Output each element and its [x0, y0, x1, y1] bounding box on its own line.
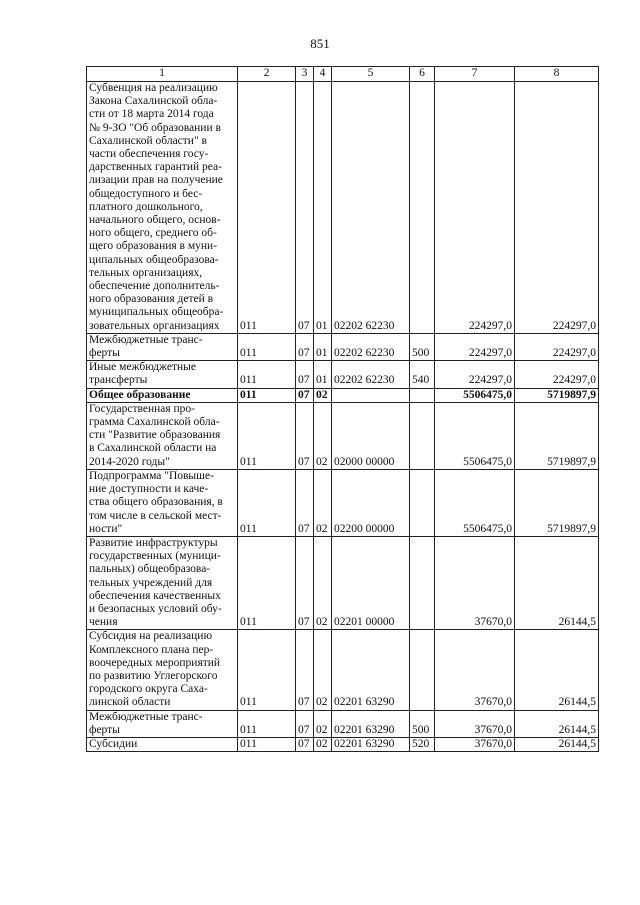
cell-admin-code: 011 [238, 82, 296, 334]
row-name: Субсидия на реализацию Комплексного плана пер- воочередных мероприятий по развитию Углегорского городского округа Саха- линской области [87, 630, 238, 710]
budget-table [86, 66, 599, 752]
cell-expense-type [410, 536, 435, 629]
row-name: Иные межбюджетные трансферты [87, 361, 238, 388]
header-cell: 3 [296, 67, 314, 82]
cell-amount-2: 26144,5 [515, 630, 599, 710]
row-name: Субвенция на реализацию Закона Сахалинской обла- сти от 18 марта 2014 года № 9-ЗО "Об образовании в Сахалинской области" в части обеспечения госу- дарственных гарантий реа- лизации прав на получение общедоступного и бес- платного дошкольного, начального общего, основ- ного общего, среднего об- щего образования в муни- ципальных общеобразова- тельных организациях, обеспечение дополнитель- ного образования детей в муниципальных общеобра- зовательных организациях [87, 82, 238, 334]
cell-section: 07 [296, 82, 314, 334]
cell-section: 07 [296, 333, 314, 360]
cell-amount-2: 5719897,9 [515, 469, 599, 536]
table-row [87, 82, 599, 334]
cell-section: 07 [296, 536, 314, 629]
cell-admin-code: 011 [238, 361, 296, 388]
cell-admin-code: 011 [238, 388, 296, 402]
header-cell: 7 [435, 67, 515, 82]
cell-section: 07 [296, 710, 314, 737]
cell-section: 07 [296, 630, 314, 710]
table-row [87, 630, 599, 710]
header-cell: 1 [87, 67, 238, 82]
table-row [87, 536, 599, 629]
cell-subsection: 02 [314, 710, 332, 737]
cell-amount-2: 224297,0 [515, 82, 599, 334]
cell-target-article [332, 388, 410, 402]
cell-admin-code: 011 [238, 536, 296, 629]
cell-expense-type [410, 469, 435, 536]
cell-subsection: 01 [314, 82, 332, 334]
cell-amount-1: 5506475,0 [435, 388, 515, 402]
cell-expense-type: 540 [410, 361, 435, 388]
cell-subsection: 02 [314, 536, 332, 629]
header-cell: 4 [314, 67, 332, 82]
cell-amount-2: 5719897,9 [515, 388, 599, 402]
cell-target-article: 02201 63290 [332, 710, 410, 737]
cell-amount-2: 224297,0 [515, 333, 599, 360]
cell-admin-code: 011 [238, 630, 296, 710]
cell-amount-2: 26144,5 [515, 536, 599, 629]
cell-target-article: 02202 62230 [332, 333, 410, 360]
cell-section: 07 [296, 469, 314, 536]
cell-admin-code: 011 [238, 402, 296, 469]
cell-section: 07 [296, 361, 314, 388]
cell-target-article: 02202 62230 [332, 82, 410, 334]
cell-expense-type [410, 82, 435, 334]
table-row [87, 737, 599, 751]
row-name: Развитие инфраструктуры государственных (муници- пальных) общеобразова- тельных учреждений для обеспечения качественных и безопасных условий обу- чения [87, 536, 238, 629]
cell-amount-1: 5506475,0 [435, 469, 515, 536]
cell-amount-1: 37670,0 [435, 710, 515, 737]
header-cell: 8 [515, 67, 599, 82]
cell-target-article: 02202 62230 [332, 361, 410, 388]
cell-subsection: 02 [314, 402, 332, 469]
page-number: 851 [310, 36, 330, 51]
cell-target-article: 02201 00000 [332, 536, 410, 629]
cell-target-article: 02200 00000 [332, 469, 410, 536]
cell-amount-1: 37670,0 [435, 630, 515, 710]
row-name: Межбюджетные транс- ферты [87, 333, 238, 360]
cell-amount-1: 37670,0 [435, 737, 515, 751]
cell-target-article: 02000 00000 [332, 402, 410, 469]
row-name: Подпрограмма "Повыше- ние доступности и каче- ства общего образования, в том числе в сельской мест- ности" [87, 469, 238, 536]
cell-target-article: 02201 63290 [332, 630, 410, 710]
cell-amount-2: 26144,5 [515, 710, 599, 737]
cell-amount-2: 224297,0 [515, 361, 599, 388]
cell-amount-2: 5719897,9 [515, 402, 599, 469]
cell-subsection: 01 [314, 361, 332, 388]
header-cell: 5 [332, 67, 410, 82]
header-cell: 2 [238, 67, 296, 82]
table-row-section-total [87, 388, 599, 402]
cell-subsection: 02 [314, 469, 332, 536]
cell-expense-type [410, 630, 435, 710]
cell-target-article: 02201 63290 [332, 737, 410, 751]
header-row [87, 67, 599, 82]
cell-amount-1: 224297,0 [435, 333, 515, 360]
cell-amount-2: 26144,5 [515, 737, 599, 751]
cell-expense-type: 520 [410, 737, 435, 751]
cell-subsection: 01 [314, 333, 332, 360]
cell-expense-type: 500 [410, 333, 435, 360]
table-row [87, 402, 599, 469]
cell-amount-1: 37670,0 [435, 536, 515, 629]
cell-amount-1: 5506475,0 [435, 402, 515, 469]
row-name: Межбюджетные транс- ферты [87, 710, 238, 737]
cell-subsection: 02 [314, 737, 332, 751]
cell-section: 07 [296, 388, 314, 402]
cell-admin-code: 011 [238, 333, 296, 360]
cell-expense-type [410, 388, 435, 402]
cell-section: 07 [296, 402, 314, 469]
cell-section: 07 [296, 737, 314, 751]
row-name: Общее образование [87, 388, 238, 402]
table-row [87, 469, 599, 536]
cell-subsection: 02 [314, 388, 332, 402]
cell-amount-1: 224297,0 [435, 82, 515, 334]
row-name: Государственная про- грамма Сахалинской обла- сти "Развитие образования в Сахалинской области на 2014-2020 годы" [87, 402, 238, 469]
cell-admin-code: 011 [238, 469, 296, 536]
cell-subsection: 02 [314, 630, 332, 710]
header-cell: 6 [410, 67, 435, 82]
cell-expense-type [410, 402, 435, 469]
row-name: Субсидии [87, 737, 238, 751]
table-row [87, 361, 599, 388]
table-row [87, 333, 599, 360]
table-row [87, 710, 599, 737]
cell-admin-code: 011 [238, 737, 296, 751]
cell-admin-code: 011 [238, 710, 296, 737]
cell-expense-type: 500 [410, 710, 435, 737]
cell-amount-1: 224297,0 [435, 361, 515, 388]
